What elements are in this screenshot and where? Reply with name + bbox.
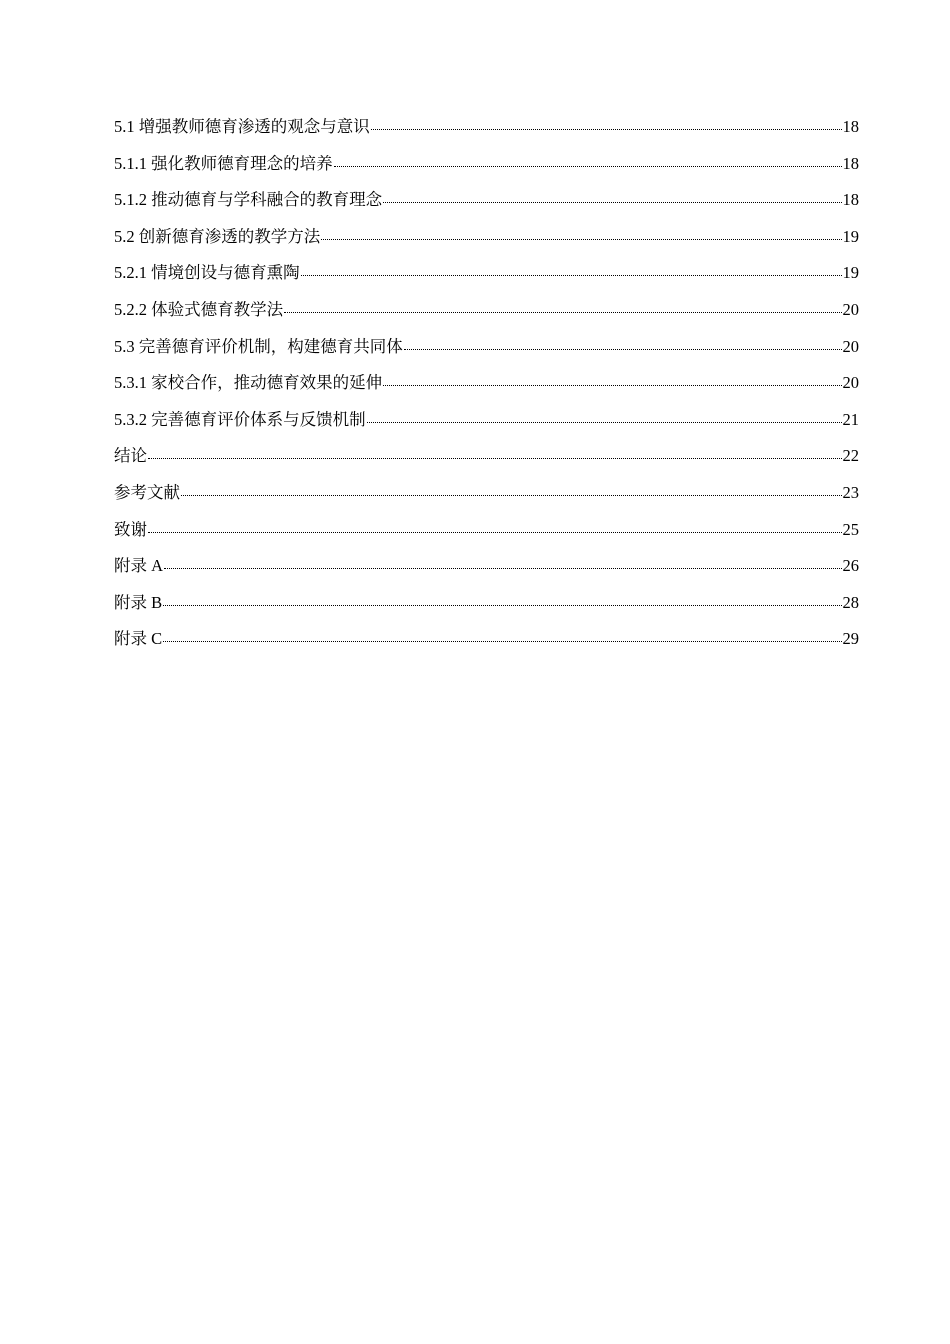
toc-dot-leader: [148, 519, 842, 535]
toc-entry-title: 结论: [114, 446, 147, 466]
toc-entry-page: 19: [842, 226, 859, 246]
toc-dot-leader: [334, 153, 842, 169]
toc-entry-title: 附录 A: [114, 556, 164, 576]
toc-dot-leader: [321, 226, 841, 242]
toc-dot-leader: [371, 116, 842, 132]
toc-entry-title: 5.2.1 情境创设与德育熏陶: [114, 263, 300, 283]
toc-entry-title: 致谢: [114, 519, 147, 539]
toc-entry[interactable]: [114, 116, 859, 153]
toc-entry[interactable]: [114, 226, 859, 263]
toc-dot-leader: [301, 262, 842, 278]
toc-dot-leader: [404, 336, 842, 352]
toc-dot-leader: [148, 445, 842, 461]
toc-entry-title: 5.2 创新德育渗透的教学方法: [114, 226, 321, 246]
toc-entry-title: 附录 C: [114, 629, 163, 649]
toc-entry[interactable]: [114, 628, 859, 665]
toc-dot-leader: [181, 482, 842, 498]
toc-entry[interactable]: [114, 262, 859, 299]
toc-entry-title: 参考文献: [114, 482, 180, 502]
toc-entry[interactable]: [114, 592, 859, 629]
toc-entry-page: 18: [842, 153, 859, 173]
toc-entry-page: 26: [842, 556, 859, 576]
toc-entry[interactable]: [114, 336, 859, 373]
toc-entry-title: 5.1.2 推动德育与学科融合的教育理念: [114, 190, 383, 210]
toc-entry-page: 25: [842, 519, 859, 539]
toc-entry[interactable]: [114, 445, 859, 482]
toc-entry[interactable]: [114, 299, 859, 336]
toc-entry-page: 20: [842, 336, 859, 356]
toc-entry-page: 23: [842, 482, 859, 502]
toc-dot-leader: [284, 299, 841, 315]
toc-entry-title: 附录 B: [114, 592, 163, 612]
toc-entry-page: 22: [842, 446, 859, 466]
toc-dot-leader: [383, 372, 841, 388]
toc-entry-page: 19: [842, 263, 859, 283]
toc-entry[interactable]: [114, 189, 859, 226]
toc-entry[interactable]: [114, 409, 859, 446]
toc-entry-title: 5.1 增强教师德育渗透的观念与意识: [114, 117, 370, 136]
toc-entry[interactable]: [114, 519, 859, 556]
toc-entry[interactable]: [114, 555, 859, 592]
toc-dot-leader: [383, 189, 841, 205]
table-of-contents: [114, 116, 859, 665]
toc-entry-title: 5.2.2 体验式德育教学法: [114, 299, 284, 319]
toc-entry-page: 21: [842, 409, 859, 429]
toc-entry-page: 18: [842, 117, 859, 136]
toc-entry-page: 18: [842, 190, 859, 210]
toc-dot-leader: [367, 409, 842, 425]
toc-entry-page: 29: [842, 629, 859, 649]
toc-entry[interactable]: [114, 482, 859, 519]
toc-entry-title: 5.3 完善德育评价机制，构建德育共同体: [114, 336, 403, 356]
toc-entry-page: 28: [842, 592, 859, 612]
toc-entry-title: 5.3.2 完善德育评价体系与反馈机制: [114, 409, 366, 429]
toc-entry-page: 20: [842, 373, 859, 393]
toc-entry[interactable]: [114, 153, 859, 190]
toc-entry-title: 5.1.1 强化教师德育理念的培养: [114, 153, 333, 173]
toc-dot-leader: [164, 555, 841, 571]
toc-entry-page: 20: [842, 299, 859, 319]
toc-dot-leader: [163, 628, 841, 644]
toc-dot-leader: [163, 592, 841, 608]
toc-entry[interactable]: [114, 372, 859, 409]
toc-entry-title: 5.3.1 家校合作，推动德育效果的延伸: [114, 373, 383, 393]
